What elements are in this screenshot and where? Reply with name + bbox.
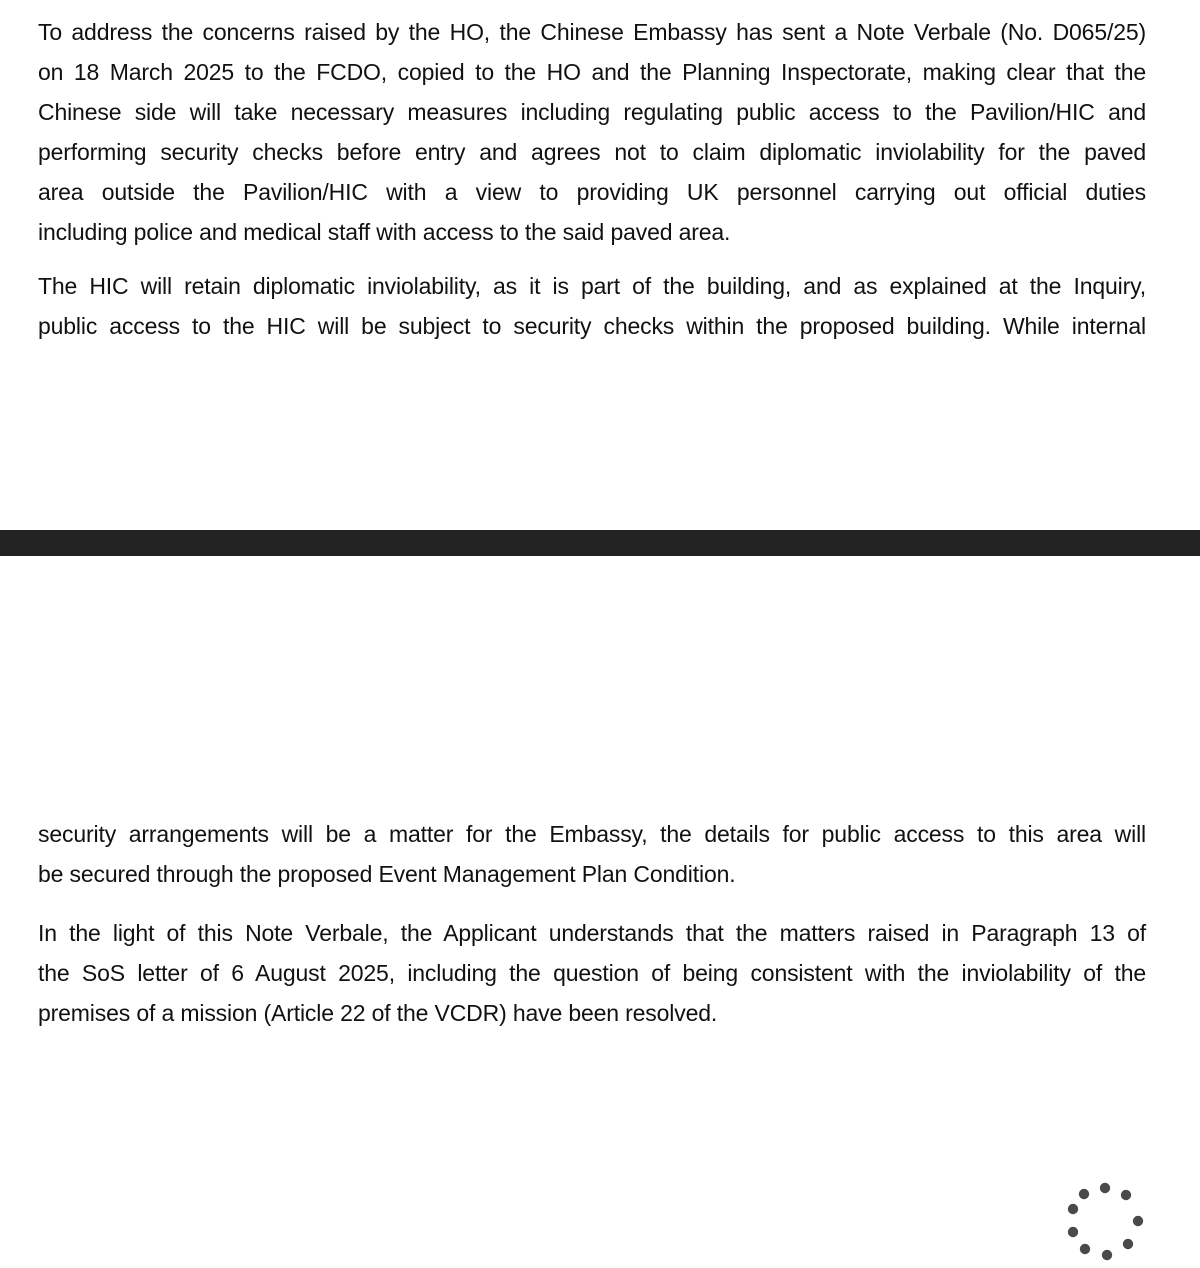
paragraph-line: on 18 March 2025 to the FCDO, copied to the HO and the Planning Inspectorate, making clear that the (38, 59, 1146, 85)
paragraph-applicant-resolution (38, 913, 1146, 1033)
paragraph-line: including police and medical staff with access to the said paved area. (38, 219, 731, 245)
top-page-section (0, 0, 1200, 530)
paragraph-line: premises of a mission (Article 22 of the VCDR) have been resolved. (38, 1000, 718, 1026)
paragraph-line: the SoS letter of 6 August 2025, including the question of being consistent with the inviolability of the (38, 960, 1146, 986)
paragraph-line: Chinese side will take necessary measures including regulating public access to the Pavilion/HIC and (38, 99, 1146, 125)
page-divider-bar (0, 530, 1200, 556)
paragraph-line: performing security checks before entry and agrees not to claim diplomatic inviolability for the paved (38, 139, 1146, 165)
paragraph-line: security arrangements will be a matter for the Embassy, the details for public access to this area will (38, 821, 1146, 847)
paragraph-line: be secured through the proposed Event Management Plan Condition. (38, 861, 736, 887)
paragraph-line: To address the concerns raised by the HO, the Chinese Embassy has sent a Note Verbale (No. D065/25) (38, 19, 1146, 45)
paragraph-line: The HIC will retain diplomatic inviolability, as it is part of the building, and as explained at the Inquiry, (38, 273, 1146, 299)
loading-spinner-icon (1060, 1178, 1150, 1268)
paragraph-hic-inviolability (38, 266, 1146, 346)
paragraph-note-verbale-measures (38, 12, 1146, 252)
paragraph-event-management-plan (38, 814, 1146, 894)
paragraph-line: In the light of this Note Verbale, the Applicant understands that the matters raised in Paragraph 13 of (38, 920, 1146, 946)
paragraph-line: public access to the HIC will be subject to security checks within the proposed building. While internal (38, 313, 1146, 339)
paragraph-line: area outside the Pavilion/HIC with a view to providing UK personnel carrying out official duties (38, 179, 1146, 205)
